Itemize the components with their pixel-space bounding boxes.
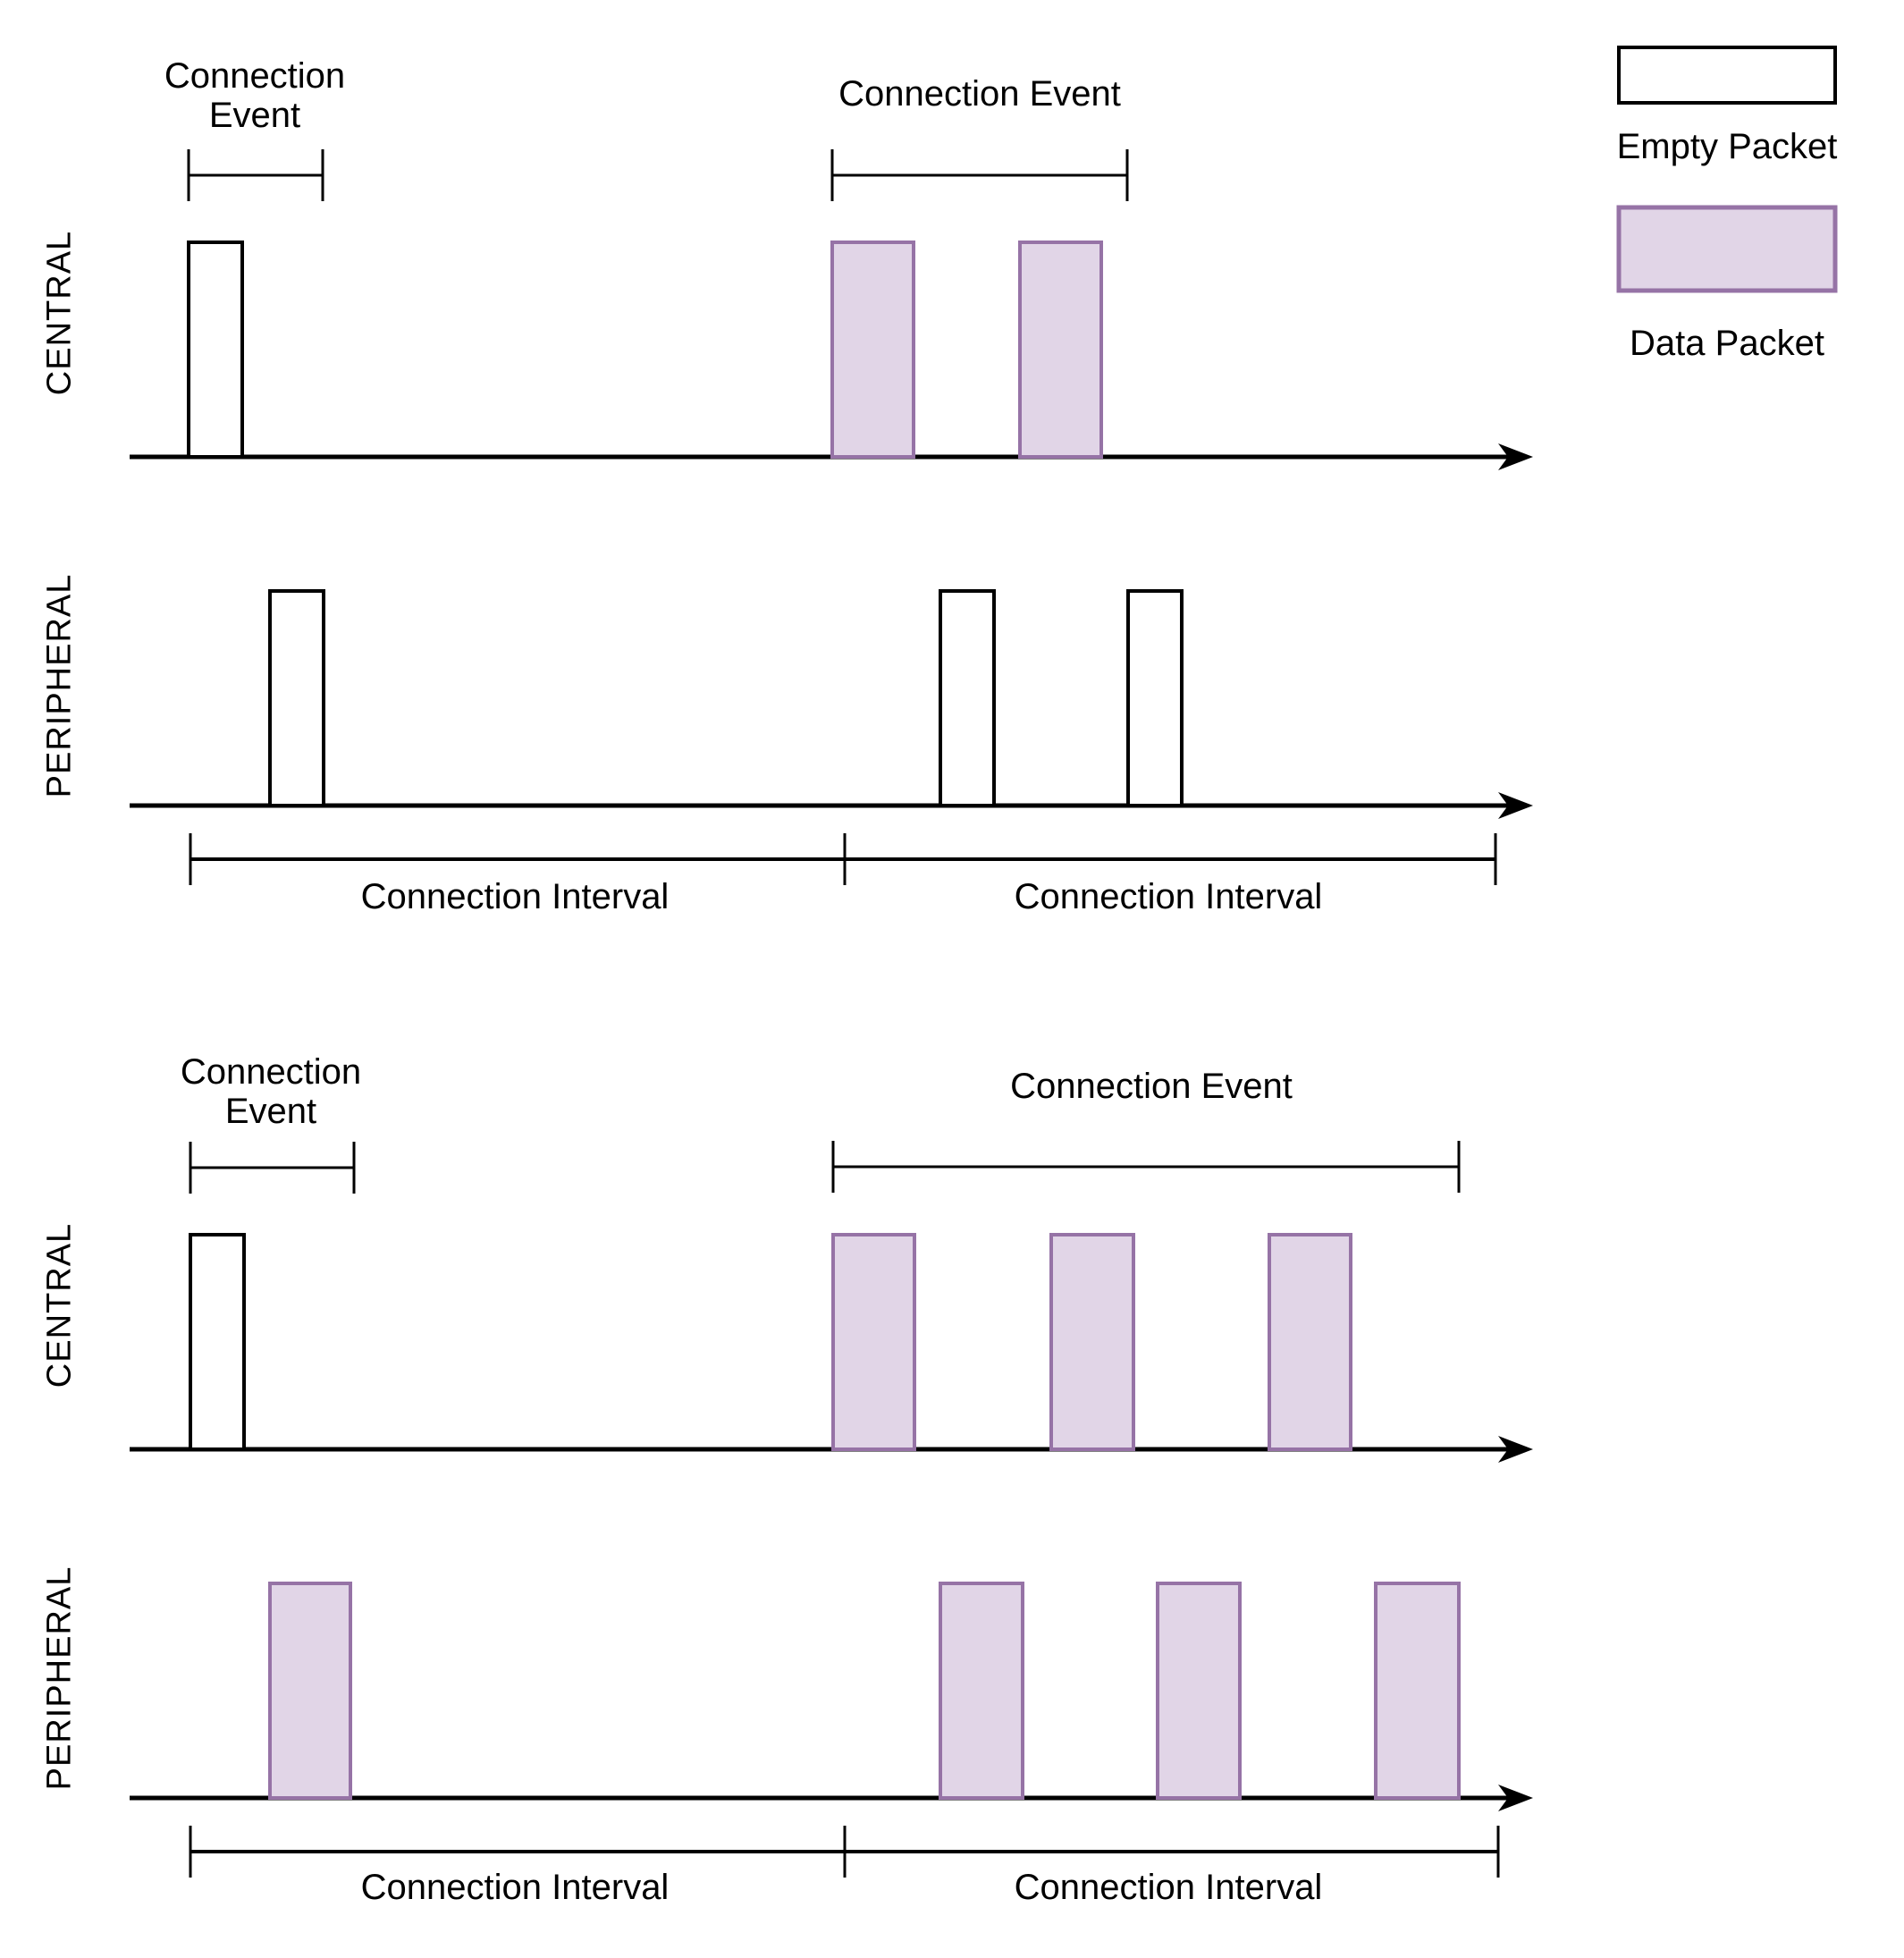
data-packet-pulse — [1376, 1583, 1459, 1798]
connection-event-label: Connection Event — [838, 74, 1121, 114]
connection-event-label: Connection Event — [1010, 1067, 1293, 1106]
empty-packet-pulse — [1128, 591, 1182, 806]
legend-empty-packet-swatch — [1619, 47, 1835, 103]
legend-empty-packet-label: Empty Packet — [1616, 127, 1838, 166]
data-packet-pulse — [1051, 1235, 1133, 1449]
peripheral-row-label: PERIPHERAL — [40, 1566, 79, 1791]
connection-event-label: Connection — [164, 56, 346, 96]
empty-packet-pulse — [940, 591, 994, 806]
empty-packet-pulse — [270, 591, 324, 806]
data-packet-pulse — [1158, 1583, 1240, 1798]
central-row-label: CENTRAL — [40, 230, 79, 396]
connection-event-label: Event — [224, 1092, 317, 1131]
empty-packet-pulse — [189, 242, 242, 457]
data-packet-pulse — [940, 1583, 1023, 1798]
connection-interval-label: Connection Interval — [360, 877, 670, 916]
empty-packet-pulse — [190, 1235, 244, 1449]
data-packet-pulse — [1269, 1235, 1351, 1449]
legend-data-packet-label: Data Packet — [1630, 324, 1824, 363]
legend-data-packet-swatch — [1619, 207, 1835, 291]
data-packet-pulse — [832, 242, 914, 457]
connection-interval-label: Connection Interval — [1014, 1868, 1323, 1907]
connection-event-label: Event — [208, 96, 301, 135]
peripheral-row-label: PERIPHERAL — [40, 573, 79, 798]
connection-event-label: Connection — [180, 1052, 362, 1092]
central-row-label: CENTRAL — [40, 1222, 79, 1388]
data-packet-pulse — [1020, 242, 1101, 457]
connection-interval-label: Connection Interval — [1014, 877, 1323, 916]
connection-interval-label: Connection Interval — [360, 1868, 670, 1907]
data-packet-pulse — [833, 1235, 914, 1449]
data-packet-pulse — [270, 1583, 350, 1798]
